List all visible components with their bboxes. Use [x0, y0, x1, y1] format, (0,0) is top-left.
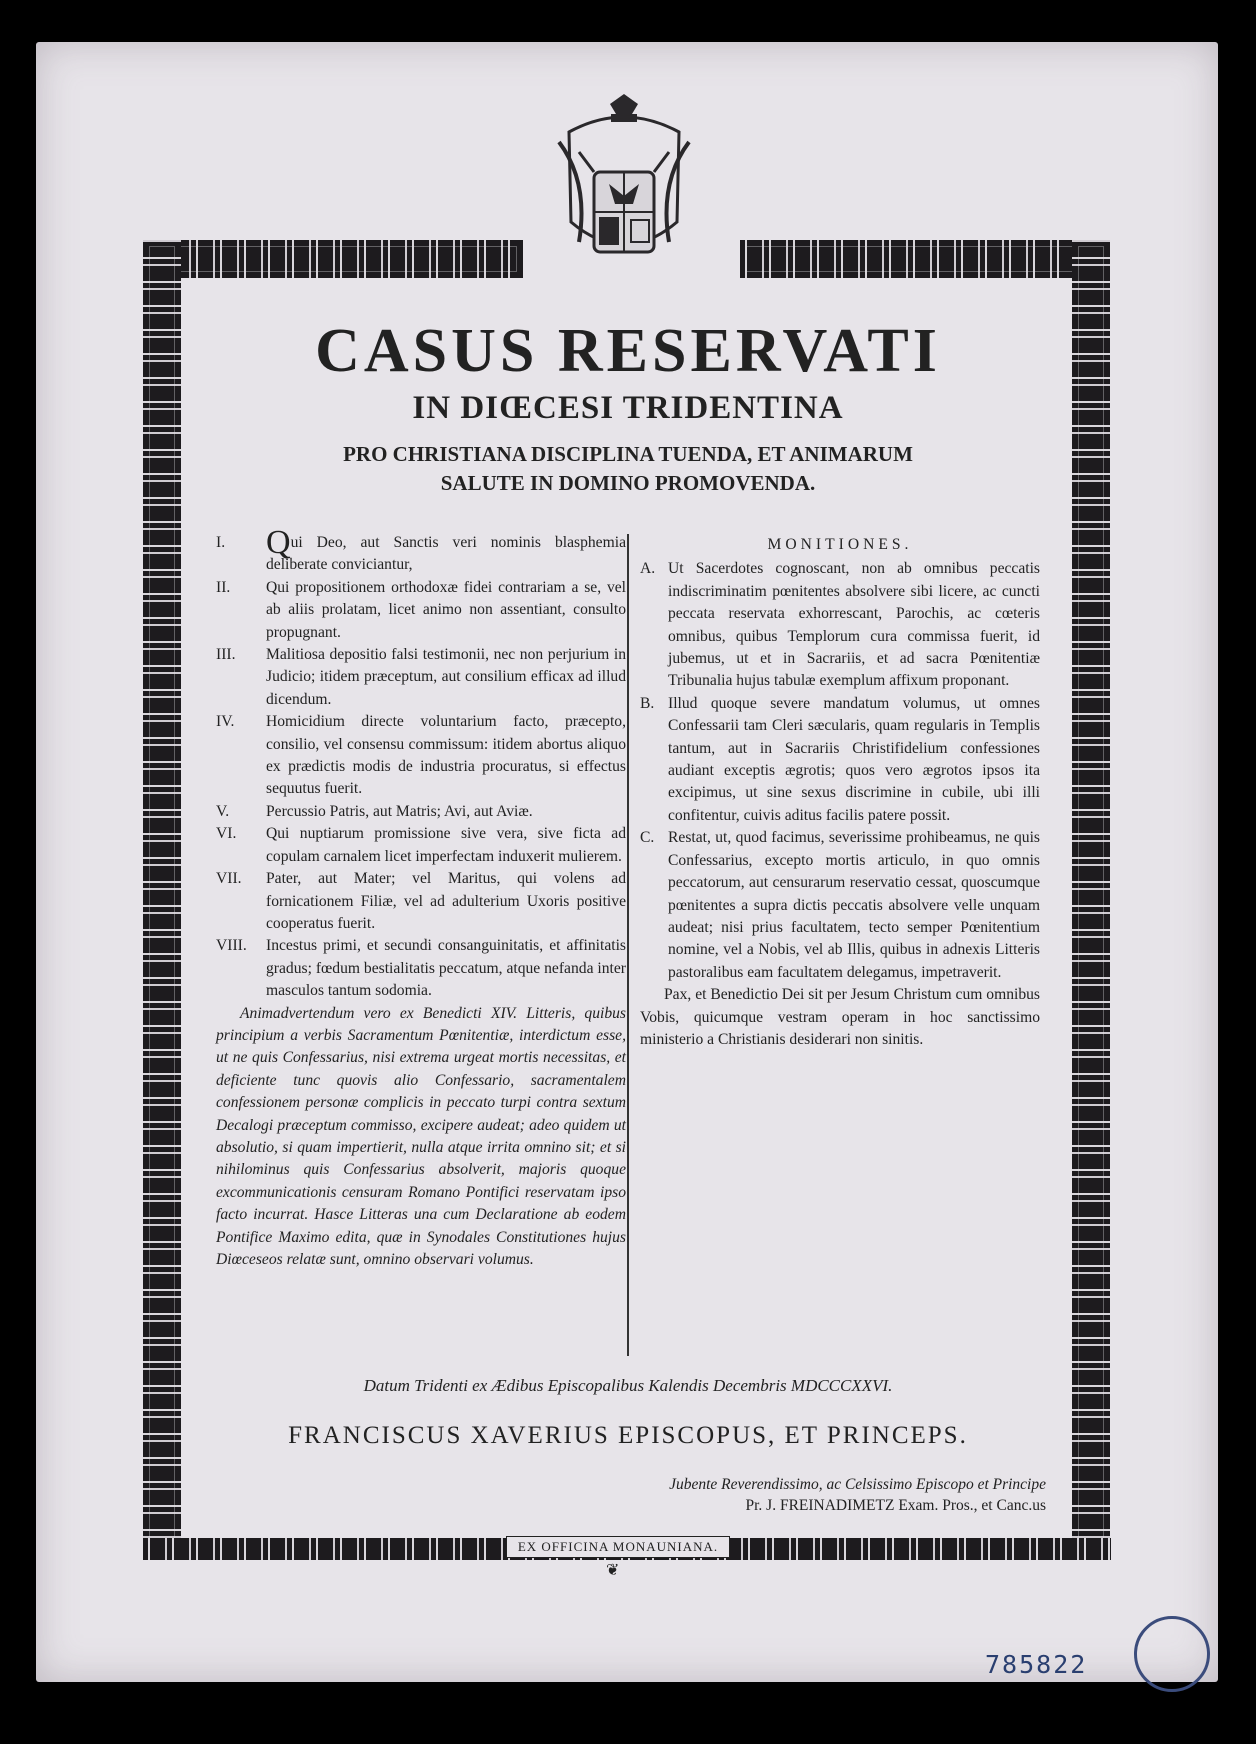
casus-item	[216, 868, 626, 935]
casus-text: Qui propositionem orthodoxæ fidei contrariam a se, vel ab aliis prolatam, licet animo non assentiant, consulto propugnant.	[266, 578, 626, 641]
shelfmark: 785822	[985, 1650, 1088, 1679]
monitio-letter: C.	[640, 829, 655, 847]
page-title: CASUS RESERVATI	[315, 317, 941, 385]
casus-text: Qui nuptiarum promissione sive vera, sive ficta ad copulam carnalem licet imperfectam induxerit mulierem.	[266, 825, 626, 865]
border-top-left	[143, 240, 523, 278]
casus-item	[216, 577, 626, 644]
casus-text: Homicidium directe voluntarium facto, præcepto, consilio, vel consensu commissum: itidem abortus aliquo ex prædictis modis de industria procuratus, si effectus sequutus fuerit.	[266, 713, 626, 798]
subtitle-line-2: SALUTE IN DOMINO PROMOVENDA.	[440, 471, 816, 495]
casus-number: I.	[216, 534, 226, 551]
monitio-letter: B.	[640, 694, 655, 712]
monitio-letter: A.	[640, 560, 656, 578]
casus-number: III.	[216, 646, 236, 664]
casus-text: Percussio Patris, aut Matris; Avi, aut Aviæ.	[266, 802, 533, 820]
jubente-line: Jubente Reverendissimo, ac Celsissimo Episcopo et Principe	[669, 1476, 1046, 1493]
datum-line: Datum Tridenti ex Ædibus Episcopalibus Kalendis Decembris MDCCCXXVI.	[363, 1376, 893, 1395]
casus-text-body: ui Deo, aut Sanctis veri nominis blasphemia deliberate conviciantur,	[266, 534, 626, 574]
casus-item	[216, 823, 626, 868]
casus-item	[216, 644, 626, 711]
casus-number: VIII.	[216, 937, 247, 955]
monitio-text: Illud quoque severe mandatum volumus, ut omnes Confessarii tam Cleri sæcularis, quam regularis in Templis tantum, aut in Sacrariis Christifidelium confessiones audiant exceptis ægrotis; quos vero ægrotos ipsos ita excipimus, ut sine sexus discrimine in cubile, ubi illi confitentur, cuivis aditus facilis patere possit.	[668, 694, 1040, 824]
library-stamp-icon	[1134, 1616, 1210, 1692]
casus-item	[216, 524, 626, 577]
casus-number: V.	[216, 802, 230, 820]
subtitle: IN DIŒCESI TRIDENTINA	[412, 390, 844, 426]
border-top-right	[740, 240, 1110, 278]
coat-of-arms-icon	[549, 92, 699, 274]
casus-text: Malitiosa depositio falsi testimonii, nec non perjurium in Judicio; itidem præceptum, aut consilium efficax ad illud dicendum.	[266, 646, 626, 708]
border-left	[143, 240, 181, 1560]
casus-text: Pater, aut Mater; vel Maritus, qui volens ad fornicationem Filiæ, vel ad adulterium Uxoris positive cooperatus fuerit.	[266, 870, 626, 932]
border-right	[1072, 240, 1110, 1560]
monitio-text: Ut Sacerdotes cognoscant, non ab omnibus peccatis indiscriminatim pœnitentes absolvere sibi licere, ac cuncti peccata reservata exhorrescant, Parochis, ac cœteris omnibus, quibus Templorum cura commissa fuerit, id jubemus, ut et in Sacrariis, et ad sacra Pœnitentiæ Tribunalia hujus tabulæ exemplum affixum proponant.	[668, 560, 1040, 690]
drop-cap: Q	[266, 524, 291, 561]
casus-item	[216, 711, 626, 801]
chancellor-line: Pr. J. FREINADIMETZ Exam. Pros., et Canc.us	[745, 1497, 1046, 1514]
printer-imprint: EX OFFICINA MONAUNIANA.	[506, 1536, 730, 1558]
left-column	[216, 524, 626, 1271]
animadvertendum-paragraph: Animadvertendum vero ex Benedicti XIV. Litteris, quibus principium a verbis Sacramentum Pœnitentiæ, interdictum esse, ut ne quis Confessarius, nisi extrema urgeat mortis necessitas, et deficiente tunc quovis alio Confessario, sacramentalem confessionem personæ complicis in peccato turpi contra sextum Decalogi præceptum commisso, excipere audeat; adeo quidem ut absolutio, si quam impertierit, nulla atque irrita omnino sit; et si nihilominus quis Confessarius absolverit, majoris quoque excommunicationis censuram Romano Pontifici reservatam ipso facto incurrat. Hasce Litteras una cum Declaratione ab eodem Pontifice Maximo edita, quæ in Synodales Constitutiones hujus Diœceseos relatæ sunt, omnino observari volumus.	[216, 1004, 626, 1268]
column-divider	[627, 534, 629, 1356]
monitio-item	[640, 558, 1040, 692]
monitiones-heading: MONITIONES.	[767, 536, 913, 553]
casus-text: Incestus primi, et secundi consanguinitatis, et affinitatis gradus; fœdum bestialitatis peccatum, atque nefanda inter masculos tantum sodomia.	[266, 937, 626, 1000]
casus-number: VI.	[216, 825, 237, 843]
casus-item	[216, 935, 626, 1002]
casus-number: IV.	[216, 713, 235, 731]
casus-item	[216, 801, 626, 823]
casus-text	[266, 524, 626, 577]
subtitle-secondary	[180, 440, 1076, 498]
casus-number: VII.	[216, 870, 242, 888]
monitio-item	[640, 827, 1040, 984]
subtitle-line-1: PRO CHRISTIANA DISCIPLINA TUENDA, ET ANIMARUM	[343, 442, 913, 466]
ornament-icon: ❦	[606, 1562, 620, 1579]
signature: FRANCISCUS XAVERIUS EPISCOPUS, ET PRINCEPS.	[288, 1422, 968, 1449]
monitio-item	[640, 693, 1040, 827]
right-column	[640, 532, 1040, 1051]
pax-paragraph: Pax, et Benedictio Dei sit per Jesum Christum cum omnibus Vobis, quicumque vestram operam in hoc sanctissimo ministerio a Christianis desiderari non sinitis.	[640, 986, 1040, 1048]
monitio-text: Restat, ut, quod facimus, severissime prohibeamus, ne quis Confessarius, excepto mortis articulo, in quo omnis peccatorum, aut censurarum reservatio cessat, quoscumque pœnitentes a supra dictis peccatis absolvere velle unquam audeat; nisi prius facultatem, tecto semper Pœnitentium nomine, vel a Nobis, vel ab Illis, quibus in adnexis Litteris pastoralibus eam facultatem delegamus, impetraverit.	[668, 829, 1040, 981]
casus-number: II.	[216, 578, 231, 596]
